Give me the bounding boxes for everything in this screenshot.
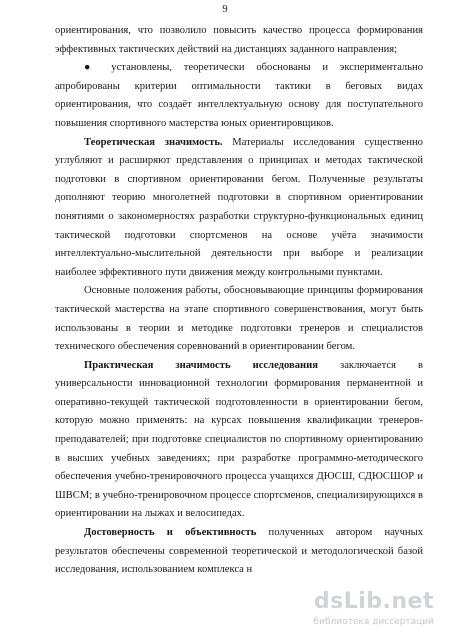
paragraph-reliability [55, 524, 423, 580]
paragraph-text: заключается в универсальности инновационной технологии формирования перманентной и оперативно-текущей тактической подготовленности в ориентировании бегом, которую можно применять: на курсах повышения квалификации тренеров-преподавателей; при подготовке специалистов по спортивному ориентированию в высших учебных заведениях; при разработке программно-методического обеспечения учебно-тренировочного процесса учащихся ДЮСШ, СДЮСШОР и ШВСМ; в учебно-тренировочном процессе спортсменов, специализирующихся в ориентировании на лыжах и велосипедах. [55, 359, 423, 520]
watermark-subtitle: библиотека диссертаций [313, 617, 434, 627]
paragraph-text: ● установлены, теоретически обоснованы и экспериментально апробированы критерии оптимальности тактики в беговых видах ориентирования, что создаёт интеллектуальную основу для поступательного повышения спортивного мастерства юных ориентировщиков. [55, 62, 423, 129]
paragraph-theoretical-significance [55, 134, 423, 283]
paragraph-heading: Теоретическая значимость. [84, 136, 223, 148]
paragraph-main-provisions [55, 282, 423, 356]
paragraph-practical-significance [55, 357, 423, 524]
paragraph-heading: Достоверность и объективность [84, 527, 257, 539]
paragraph-text: Основные положения работы, обосновывающие принципы формирования тактической мастерства на этапе спортивного совершенствования, могут быть использованы в теории и методике подготовки тренеров и специалистов технического обеспечения соревнований в ориентировании бегом. [55, 285, 423, 353]
paragraph-text: полученных автором научных результатов обеспечены современной теоретической и методологической базой исследования, использованием комплекса н [55, 527, 423, 576]
paragraph-text: ориентирования, что позволило повысить качество процесса формирования эффективных тактических действий на дистанциях заданного направления; [55, 25, 423, 55]
watermark-logo: dsLib.net [313, 589, 434, 614]
paragraph-continuation [55, 22, 423, 59]
paragraph-heading: Практическая значимость исследования [84, 359, 318, 371]
page-number: 9 [222, 4, 228, 15]
paragraph-text: Материалы исследования существенно углубляют и расширяют представления о принципах и методах тактической подготовки в спортивном ориентировании бегом. Полученные результаты дополняют теорию многолетней подготовки в спортивном ориентировании понятиями о закономерностях разработки структурно-функциональных единиц тактической подготовки спортсменов на основе учёта значимости интеллектуально-мыслительной деятельности при выборе и реализации наиболее эффективного пути движения между контрольными пунктами. [55, 136, 423, 278]
paragraph-bullet-criteria [55, 59, 423, 133]
watermark [313, 589, 434, 633]
document-body [55, 22, 423, 580]
